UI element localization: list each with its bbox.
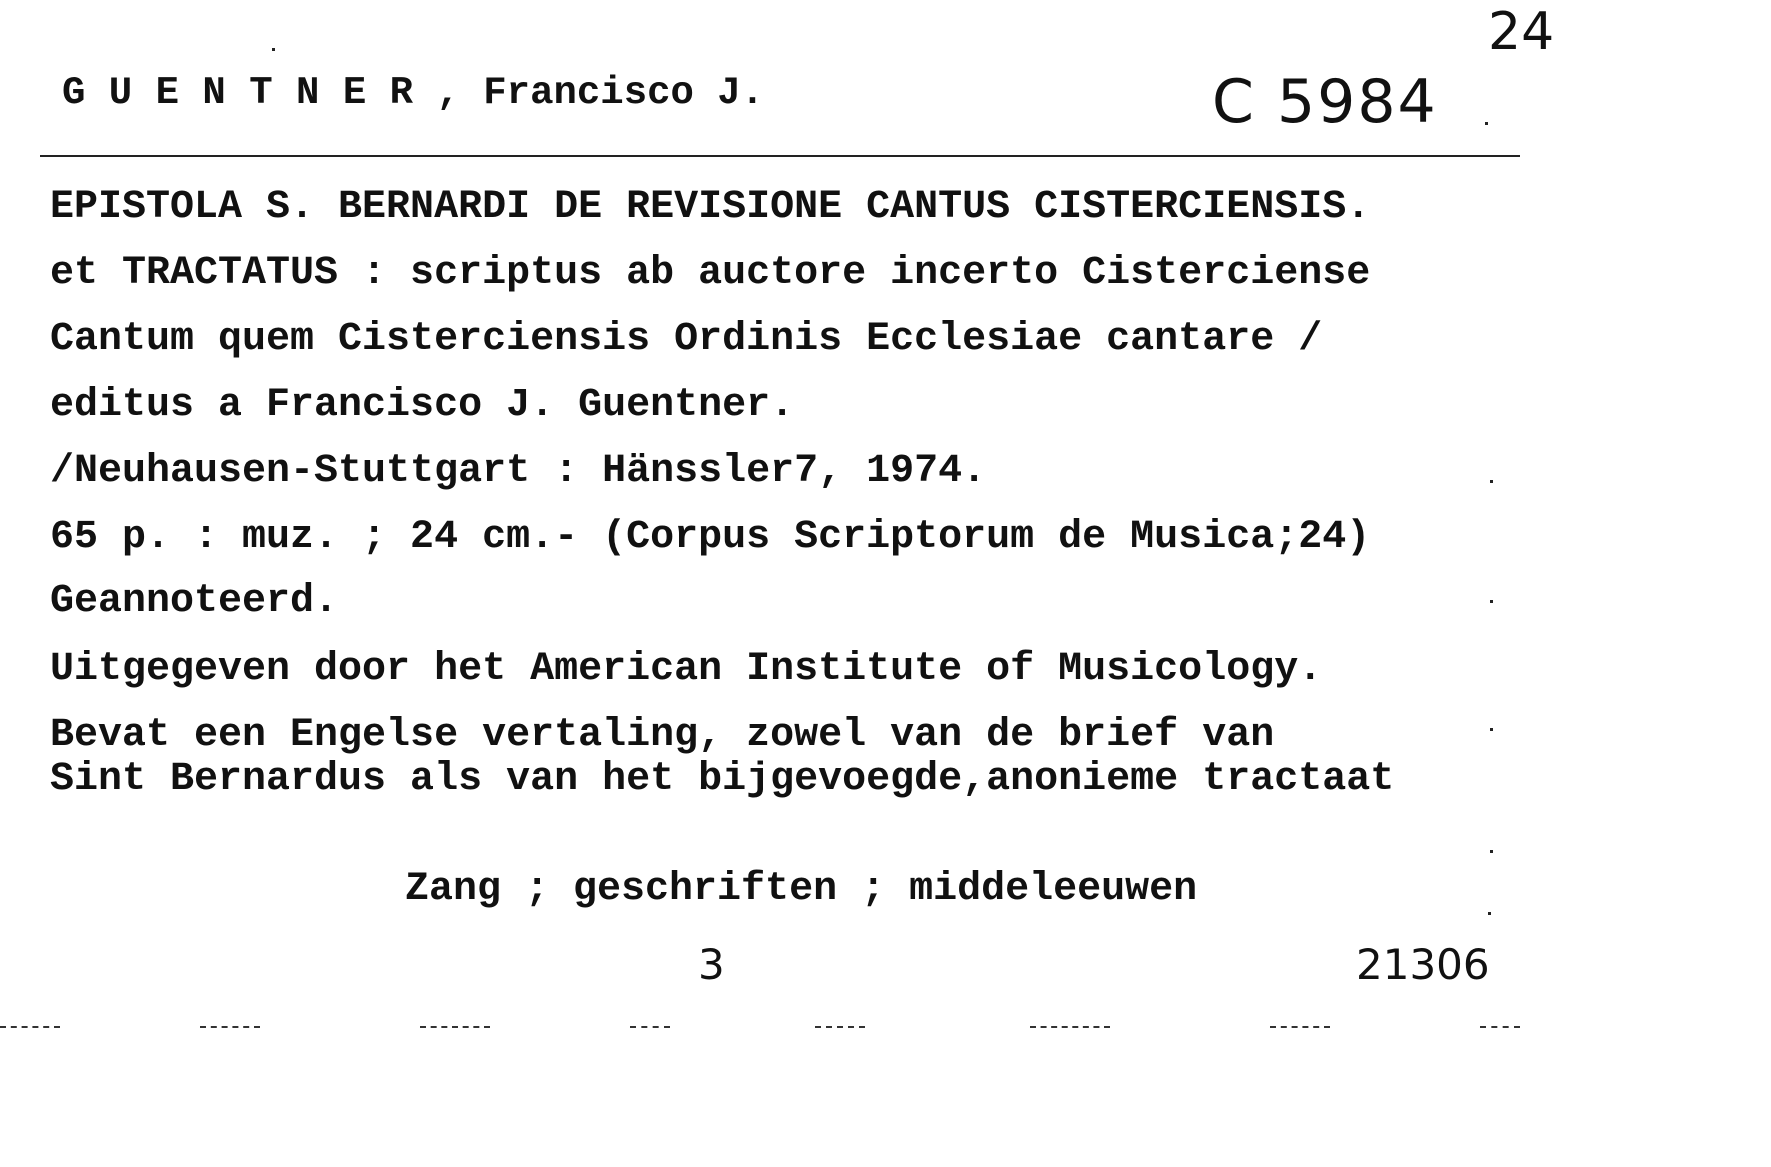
bottom-edge-dash xyxy=(815,1026,865,1028)
bottom-edge-dash xyxy=(1480,1026,1520,1028)
bottom-edge-dash xyxy=(630,1026,670,1028)
subject-headings: Zang ; geschriften ; middeleeuwen xyxy=(405,867,1198,912)
heading-rule xyxy=(40,155,1520,157)
accession-number: 21306 xyxy=(1356,940,1490,989)
speck xyxy=(272,48,275,51)
collation-line: 65 p. : muz. ; 24 cm.- (Corpus Scriptorum de Musica;24) xyxy=(50,515,1371,560)
call-number: C 5984 xyxy=(1212,67,1438,137)
note-contents-2: Sint Bernardus als van het bijgevoegde,anonieme tractaat xyxy=(50,757,1395,802)
bottom-edge-dash xyxy=(200,1026,260,1028)
bottom-edge-dash xyxy=(1270,1026,1330,1028)
corner-number: 24 xyxy=(1488,2,1555,62)
title-line-2: et TRACTATUS : scriptus ab auctore incerto Cisterciense xyxy=(50,251,1371,296)
note-annotated: Geannoteerd. xyxy=(50,579,339,624)
note-contents-1: Bevat een Engelse vertaling, zowel van de brief van xyxy=(50,713,1275,758)
speck xyxy=(1485,122,1488,125)
title-line-1: EPISTOLA S. BERNARDI DE REVISIONE CANTUS CISTERCIENSIS. xyxy=(50,185,1371,230)
author-heading: G U E N T N E R , Francisco J. xyxy=(62,71,765,115)
bottom-edge-dash xyxy=(1030,1026,1110,1028)
speck xyxy=(1488,912,1491,915)
note-publisher: Uitgegeven door het American Institute of Musicology. xyxy=(50,647,1323,692)
imprint-line: /Neuhausen-Stuttgart : Hänssler7, 1974. xyxy=(50,449,987,494)
title-line-3: Cantum quem Cisterciensis Ordinis Ecclesiae cantare / xyxy=(50,317,1323,362)
speck xyxy=(1490,480,1493,483)
speck xyxy=(1490,600,1493,603)
bottom-edge-dash xyxy=(420,1026,490,1028)
speck xyxy=(1490,728,1493,731)
card-count: 3 xyxy=(698,940,725,989)
editor-line: editus a Francisco J. Guentner. xyxy=(50,383,795,428)
bottom-edge-dash xyxy=(0,1026,60,1028)
speck xyxy=(1490,850,1493,853)
